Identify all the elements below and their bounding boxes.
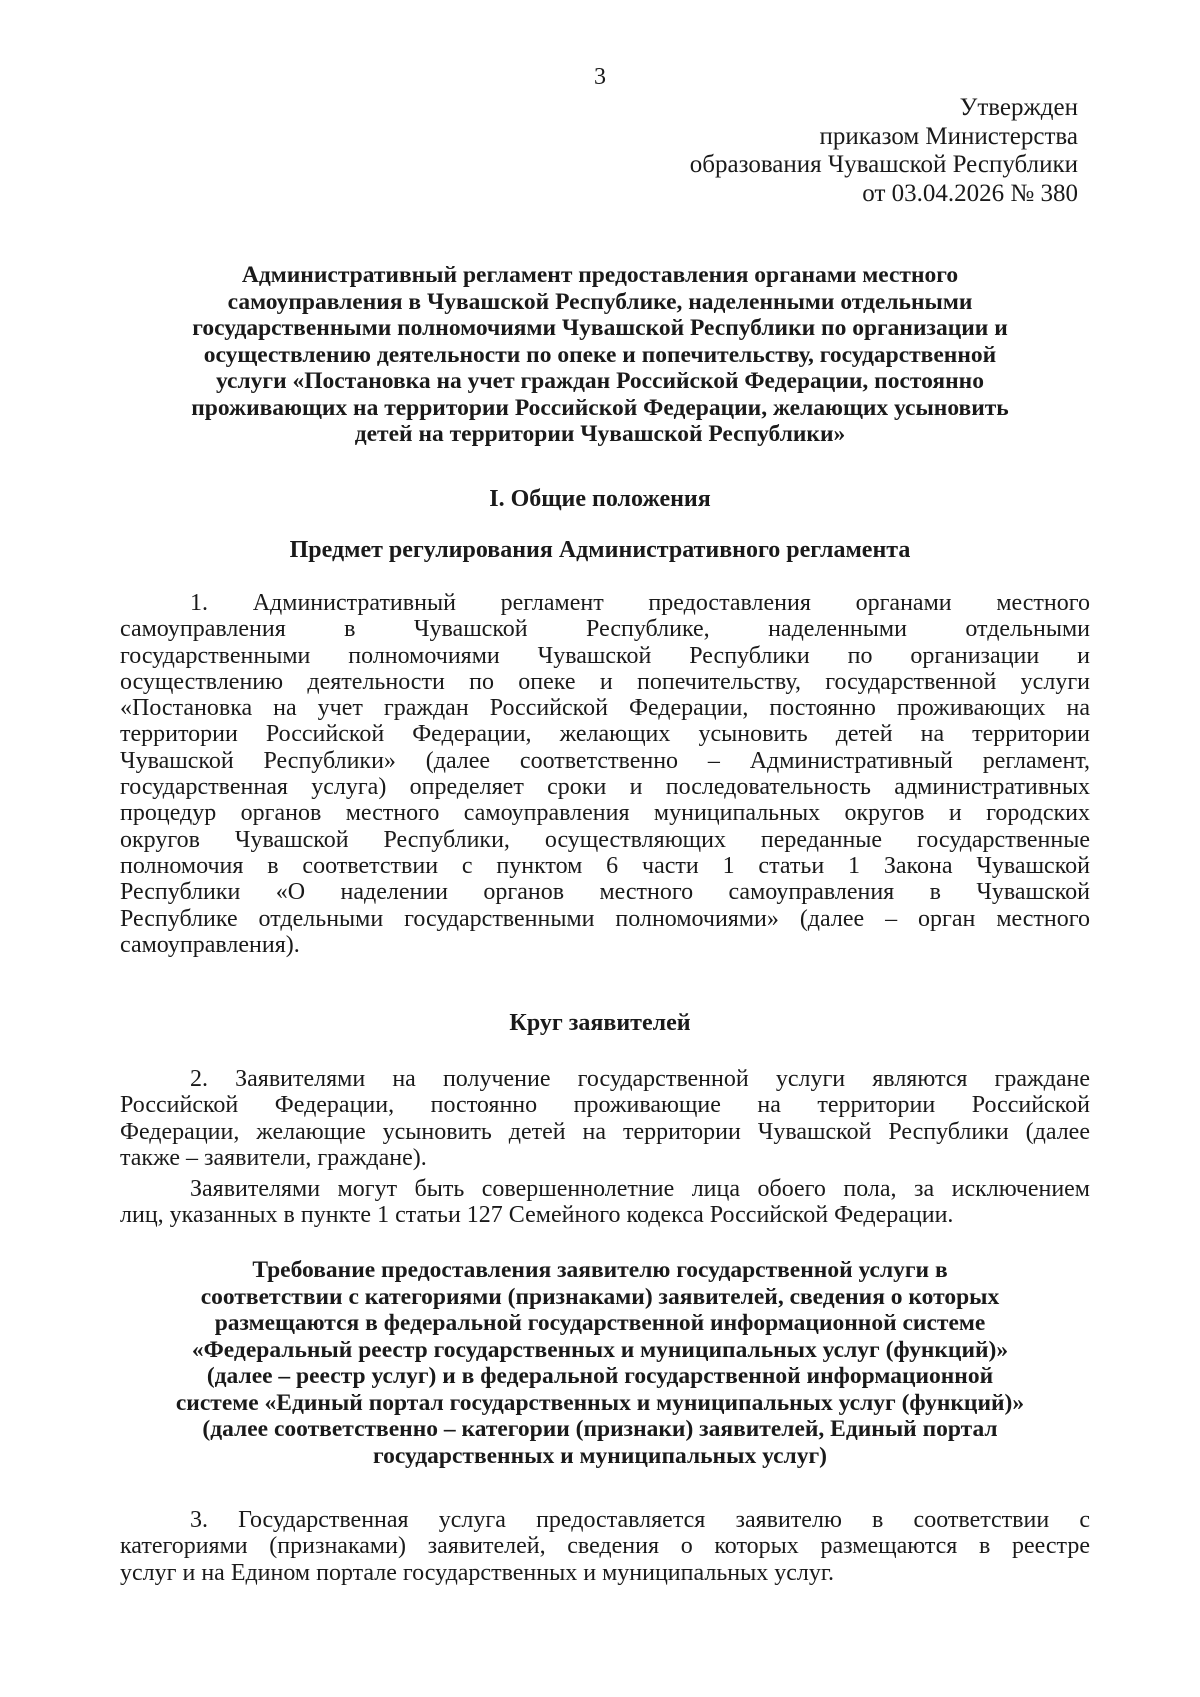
paragraph-line: «Постановка на учет граждан Российской Федерации, постоянно проживающих на — [120, 695, 1090, 722]
paragraph-line: Чувашской Республики» (далее соответственно – Административный регламент, — [120, 747, 1090, 774]
paragraph-2b — [120, 1176, 1090, 1229]
paragraph-line: также – заявители, граждане). — [120, 1144, 427, 1171]
requirement-heading-line: Требование предоставления заявителю государственной услуги в — [252, 1257, 948, 1283]
requirement-heading-line: размещаются в федеральной государственной информационной системе — [214, 1310, 986, 1336]
paragraph-line: Федерации, желающие усыновить детей на территории Чувашской Республики (далее — [120, 1118, 1090, 1145]
page-number: 3 — [594, 64, 606, 90]
requirement-heading-line: (далее – реестр услуг) и в федеральной государственной информационной — [206, 1363, 994, 1389]
paragraph-3 — [120, 1507, 1090, 1586]
paragraph-1 — [120, 590, 1090, 958]
paragraph-line: осуществлению деятельности по опеке и попечительству, государственной услуги — [120, 668, 1090, 695]
section-heading: I. Общие положения — [489, 486, 711, 512]
applicants-heading: Круг заявителей — [509, 1010, 691, 1036]
approval-stamp-block — [690, 94, 1078, 208]
paragraph-line: Российской Федерации, постоянно проживающие на территории Российской — [120, 1092, 1090, 1119]
paragraph-line: округов Чувашской Республики, осуществляющих переданные государственные — [120, 826, 1090, 853]
paragraph-line: 3. Государственная услуга предоставляется заявителю в соответствии с — [190, 1507, 1090, 1533]
paragraph-line: полномочия в соответствии с пунктом 6 части 1 статьи 1 Закона Чувашской — [120, 852, 1090, 879]
title-line: проживающих на территории Российской Федерации, желающих усыновить — [191, 394, 1009, 421]
paragraph-line: 2. Заявителями на получение государственной услуги являются граждане — [190, 1066, 1090, 1092]
approval-line: Утвержден — [959, 94, 1078, 121]
paragraph-line: территории Российской Федерации, желающих усыновить детей на территории — [120, 721, 1090, 748]
paragraph-line: процедур органов местного самоуправления муниципальных округов и городских — [120, 800, 1090, 827]
paragraph-line: государственными полномочиями Чувашской Республики по организации и — [120, 642, 1090, 669]
paragraph-line: самоуправления). — [120, 931, 300, 958]
title-line: детей на территории Чувашской Республики» — [354, 421, 846, 447]
title-line: Административный регламент предоставления органами местного — [241, 262, 959, 288]
requirement-heading-line: государственных и муниципальных услуг) — [373, 1442, 827, 1469]
document-title — [120, 262, 1080, 448]
paragraph-2 — [120, 1066, 1090, 1171]
requirement-heading — [120, 1257, 1080, 1469]
paragraph-line: Заявителями могут быть совершеннолетние лица обоего пола, за исключением — [190, 1176, 1090, 1202]
approval-line: приказом Министерства — [819, 122, 1078, 150]
requirement-heading-line: системе «Единый портал государственных и муниципальных услуг (функций)» — [175, 1389, 1025, 1416]
paragraph-line: категориями (признаками) заявителей, сведения о которых размещаются в реестре — [120, 1533, 1090, 1560]
paragraph-line: лиц, указанных в пункте 1 статьи 127 Семейного кодекса Российской Федерации. — [120, 1202, 954, 1229]
approval-line: от 03.04.2026 № 380 — [862, 179, 1078, 207]
subject-heading: Предмет регулирования Административного регламента — [289, 537, 911, 563]
requirement-heading-line: (далее соответственно – категории (признаки) заявителей, Единый портал — [202, 1416, 998, 1442]
paragraph-line: самоуправления в Чувашской Республике, наделенными отдельными — [120, 616, 1090, 643]
approval-line: образования Чувашской Республики — [689, 151, 1078, 178]
paragraph-line: Республике отдельными государственными полномочиями» (далее – орган местного — [120, 905, 1090, 932]
paragraph-line: государственная услуга) определяет сроки и последовательность административных — [120, 774, 1090, 801]
requirement-heading-line: соответствии с категориями (признаками) заявителей, сведения о которых — [200, 1283, 1000, 1310]
title-line: осуществлению деятельности по опеке и попечительству, государственной — [203, 341, 997, 368]
title-line: услуги «Постановка на учет граждан Российской Федерации, постоянно — [216, 368, 984, 394]
paragraph-line: услуг и на Едином портале государственных и муниципальных услуг. — [120, 1559, 834, 1586]
title-line: государственными полномочиями Чувашской Республики по организации и — [192, 315, 1008, 341]
requirement-heading-line: «Федеральный реестр государственных и муниципальных услуг (функций)» — [191, 1336, 1009, 1363]
paragraph-line: 1. Административный регламент предоставления органами местного — [190, 590, 1090, 616]
title-line: самоуправления в Чувашской Республике, наделенными отдельными — [227, 288, 973, 315]
paragraph-line: Республики «О наделении органов местного самоуправления в Чувашской — [120, 879, 1090, 906]
